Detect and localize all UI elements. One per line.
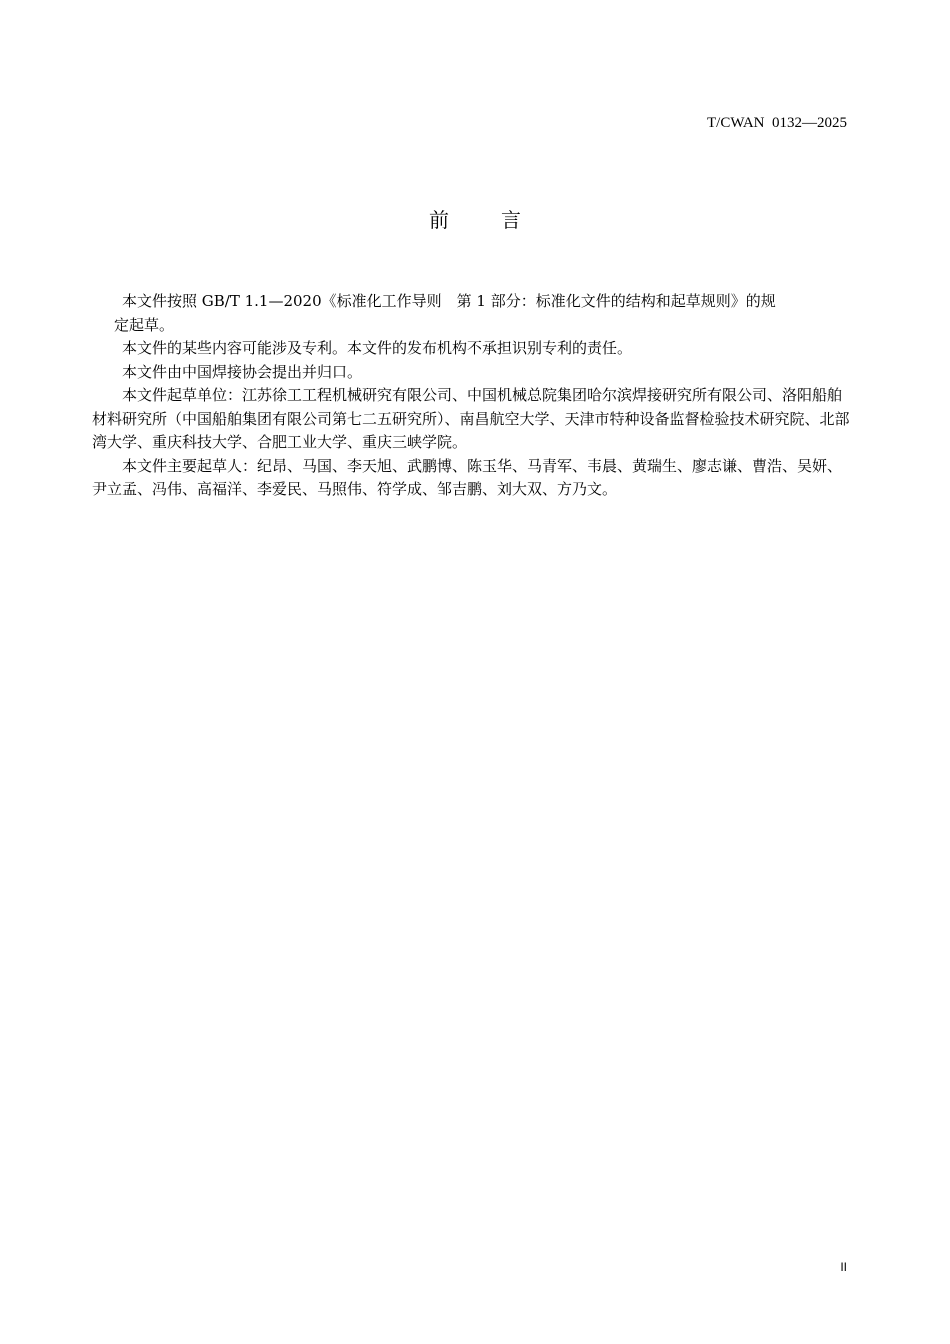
paragraph-proposer: 本文件由中国焊接协会提出并归口。 [122,362,363,381]
title-char-2: 言 [501,208,521,232]
title-char-1: 前 [429,208,449,232]
paragraph-drafting-units: 本文件起草单位：江苏徐工工程机械研究有限公司、中国机械总院集团哈尔滨焊接研究所有限公司、洛阳船舶材料研究所（中国船舶集团有限公司第七二五研究所）、南昌航空大学、天津市特种设备监督检验技术研究院、北部湾大学、重庆科技大学、合肥工业大学、重庆三峡学院。 [92,386,850,451]
page-number: II [840,1260,847,1274]
foreword-body [92,290,850,502]
paragraph-patent-notice: 本文件的某些内容可能涉及专利。本文件的发布机构不承担识别专利的责任。 [122,339,633,357]
paragraph-drafting-rules-line2: 定起草。 [114,315,175,334]
paragraph-drafting-rules-line1: 本文件按照 GB/T 1.1—2020《标准化工作导则 第 1 部分：标准化文件的结构和起草规则》的规 [122,292,776,310]
paragraph-drafting-rules [92,290,850,337]
paragraph-drafters: 本文件主要起草人：纪昂、马国、李天旭、武鹏博、陈玉华、马青军、韦晨、黄瑞生、廖志谦、曹浩、吴妍、尹立孟、冯伟、高福洋、李爱民、马照伟、符学成、邹吉鹏、刘大双、方乃文。 [92,456,843,498]
page-title [0,204,950,233]
standard-code: T/CWAN 0132—2025 [707,115,847,131]
